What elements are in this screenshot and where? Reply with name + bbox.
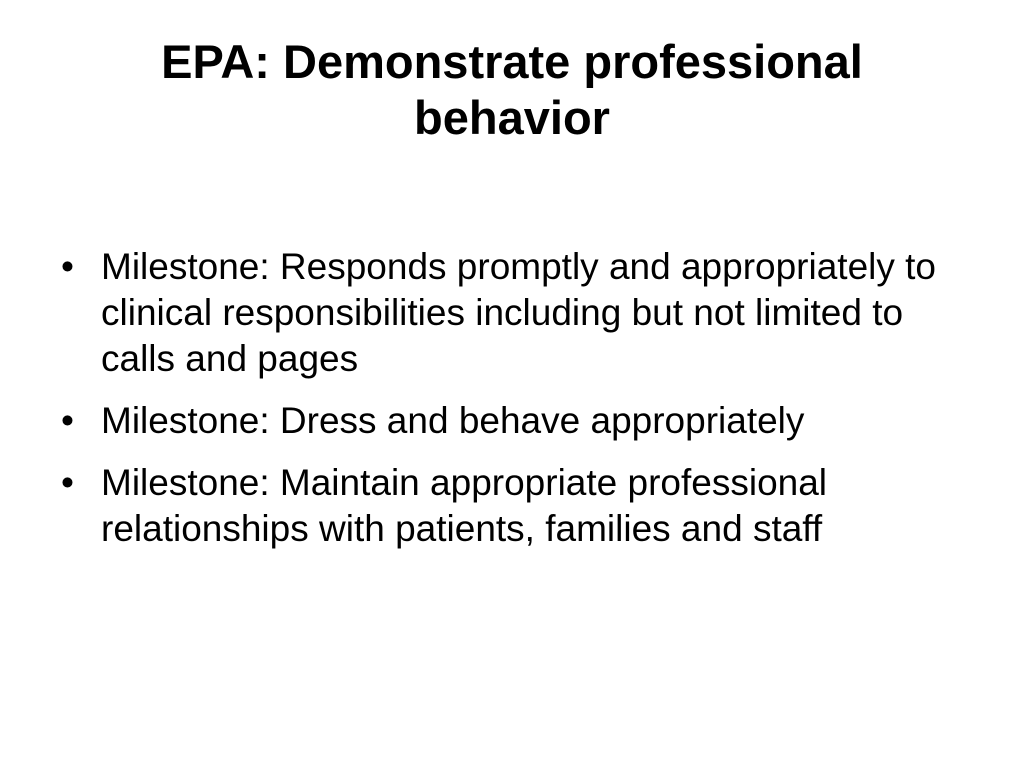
- bullet-text: Milestone: Responds promptly and appropriately to clinical responsibilities including but not limited to calls and pages: [101, 246, 937, 379]
- bullet-item: [55, 460, 985, 552]
- slide-title: EPA: Demonstrate professional behavior: [161, 35, 863, 144]
- bullet-dot-icon: •: [61, 400, 74, 441]
- bullet-list: [55, 244, 985, 568]
- bullet-item: [55, 244, 985, 382]
- bullet-item: [55, 398, 985, 444]
- bullet-dot-icon: •: [61, 462, 74, 503]
- bullet-dot-icon: •: [61, 246, 74, 287]
- bullet-text: Milestone: Dress and behave appropriately: [101, 400, 805, 441]
- bullet-text: Milestone: Maintain appropriate professional relationships with patients, families and staff: [101, 462, 828, 549]
